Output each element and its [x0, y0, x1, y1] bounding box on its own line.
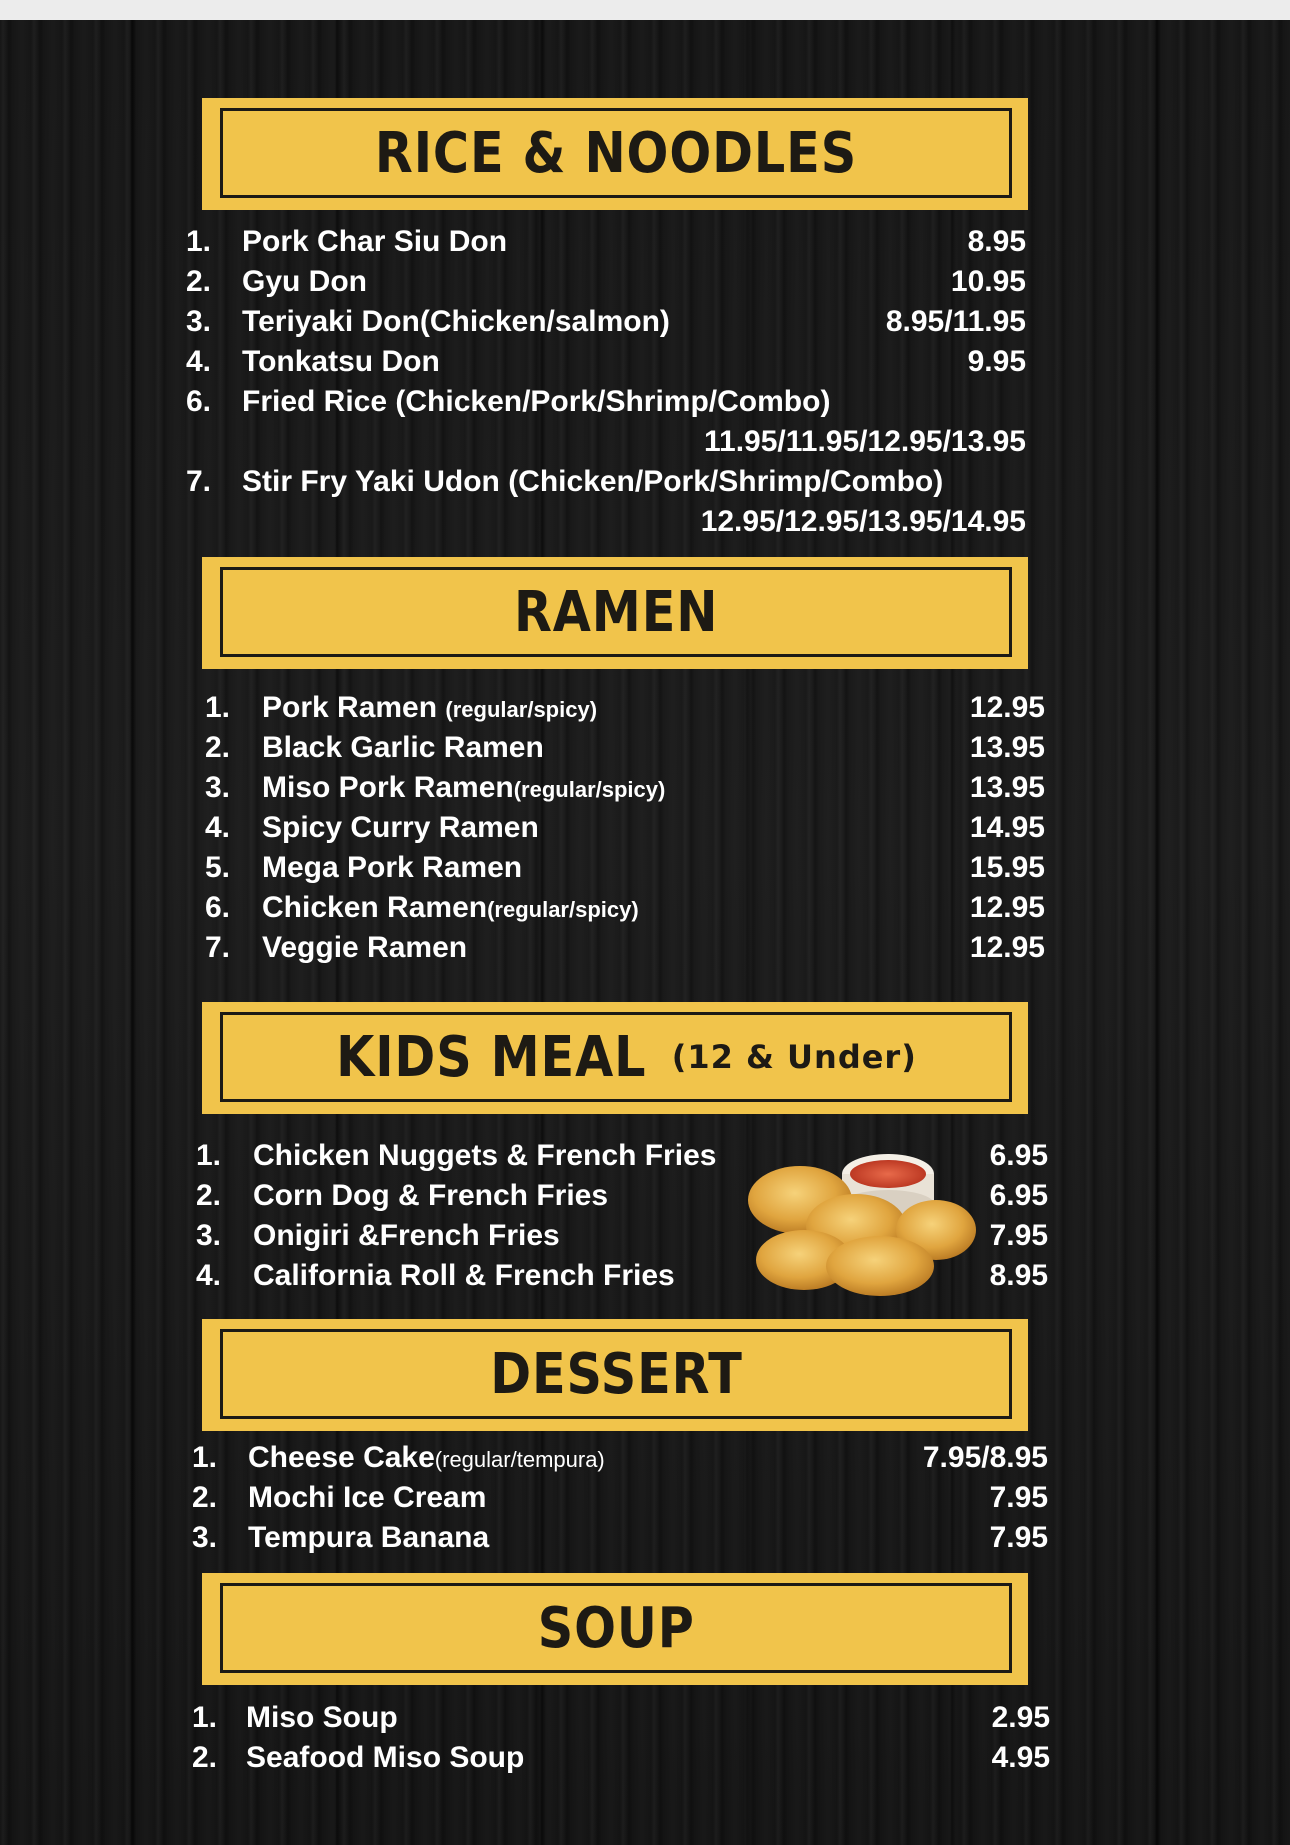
item-number: 3. [196, 1219, 222, 1252]
item-number: 2. [205, 731, 231, 764]
item-name: Chicken Nuggets & French Fries [253, 1139, 717, 1172]
banner-frame [220, 108, 1012, 198]
item-name: Onigiri &French Fries [253, 1219, 560, 1252]
item-name: Mochi Ice Cream [248, 1481, 487, 1514]
item-price: 6.95 [989, 1139, 1048, 1172]
item-number: 2. [192, 1481, 218, 1514]
item-price: 4.95 [991, 1741, 1050, 1774]
item-name: Stir Fry Yaki Udon (Chicken/Pork/Shrimp/Combo) [242, 465, 944, 498]
item-price: 13.95 [969, 771, 1045, 804]
item-price: 8.95 [989, 1259, 1048, 1292]
section-banner-soup [202, 1573, 1028, 1685]
item-number: 4. [205, 811, 231, 844]
item-number: 2. [186, 265, 212, 298]
item-name: Spicy Curry Ramen [262, 811, 539, 844]
item-name: Black Garlic Ramen [262, 731, 544, 764]
menu-item [205, 688, 1045, 728]
item-price: 12.95 [969, 691, 1045, 724]
item-price: 7.95 [989, 1481, 1048, 1514]
item-number: 3. [192, 1521, 218, 1554]
item-name: Seafood Miso Soup [246, 1741, 525, 1774]
menu-item [192, 1518, 1048, 1558]
item-price: 11.95/11.95/12.95/13.95 [704, 425, 1026, 458]
item-number: 5. [205, 851, 231, 884]
item-name: Teriyaki Don(Chicken/salmon) [242, 305, 670, 338]
menu-item [192, 1478, 1048, 1518]
item-price: 7.95 [989, 1219, 1048, 1252]
section-subtitle-kids-meal: (12 & Under) [671, 1038, 917, 1076]
item-number: 6. [205, 891, 231, 924]
menu-item [186, 262, 1026, 302]
item-name [248, 1438, 605, 1480]
item-note: (regular/spicy) [445, 697, 598, 722]
section-title-rice-noodles: RICE & NOODLES [374, 120, 858, 186]
section-title-dessert: DESSERT [489, 1341, 743, 1407]
menu-item [192, 1438, 1048, 1478]
section-banner-kids-meal [202, 1002, 1028, 1114]
banner-frame [220, 567, 1012, 657]
item-price: 8.95/11.95 [885, 305, 1026, 338]
menu-item [205, 768, 1045, 808]
item-number: 4. [186, 345, 212, 378]
item-number: 2. [196, 1179, 222, 1212]
menu-item [205, 928, 1045, 968]
item-name: Veggie Ramen [262, 931, 468, 964]
menu-item [186, 462, 1026, 542]
item-note: (regular/spicy) [513, 777, 666, 802]
item-price: 6.95 [989, 1179, 1048, 1212]
menu-item [205, 808, 1045, 848]
item-name: Tempura Banana [248, 1521, 490, 1554]
item-number: 1. [196, 1139, 222, 1172]
item-number: 1. [192, 1441, 218, 1474]
item-price: 12.95 [969, 931, 1045, 964]
chicken-nuggets-image [740, 1140, 980, 1300]
menu-item [186, 222, 1026, 262]
item-price: 14.95 [969, 811, 1045, 844]
banner-frame [220, 1583, 1012, 1673]
item-number: 3. [205, 771, 231, 804]
section-banner-dessert [202, 1319, 1028, 1431]
item-price: 10.95 [950, 265, 1026, 298]
item-name: Gyu Don [242, 265, 367, 298]
item-name-text: Miso Pork Ramen [262, 771, 514, 804]
menu-item [205, 728, 1045, 768]
banner-frame [220, 1012, 1012, 1102]
item-number: 1. [192, 1701, 218, 1734]
item-name: Fried Rice (Chicken/Pork/Shrimp/Combo) [242, 385, 831, 418]
section-title-kids-meal: KIDS MEAL [336, 1024, 647, 1090]
item-number: 1. [205, 691, 231, 724]
item-name: Pork Char Siu Don [242, 225, 508, 258]
item-name [262, 768, 665, 810]
item-price: 13.95 [969, 731, 1045, 764]
item-number: 4. [196, 1259, 222, 1292]
banner-frame [220, 1329, 1012, 1419]
menu-item [205, 888, 1045, 928]
item-price: 7.95 [989, 1521, 1048, 1554]
item-price: 12.95 [969, 891, 1045, 924]
section-title-soup: SOUP [537, 1595, 695, 1661]
item-number: 1. [186, 225, 212, 258]
item-name: Miso Soup [246, 1701, 398, 1734]
menu-item [186, 342, 1026, 382]
item-note: (regular/spicy) [487, 897, 639, 922]
item-name [262, 688, 597, 730]
item-number: 2. [192, 1741, 218, 1774]
item-number: 7. [205, 931, 231, 964]
menu-item [192, 1738, 1050, 1778]
section-banner-rice-noodles [202, 98, 1028, 210]
item-name-text: Cheese Cake [248, 1441, 435, 1474]
item-name: Corn Dog & French Fries [253, 1179, 609, 1212]
item-note: (regular/tempura) [434, 1447, 605, 1472]
item-number: 3. [186, 305, 212, 338]
item-price: 12.95/12.95/13.95/14.95 [700, 505, 1026, 538]
item-number: 7. [186, 465, 212, 498]
item-name-text: Chicken Ramen [262, 891, 488, 924]
item-number: 6. [186, 385, 212, 418]
menu-item [192, 1698, 1050, 1738]
menu-item [186, 382, 1026, 462]
item-price: 7.95/8.95 [922, 1441, 1048, 1474]
section-title-ramen: RAMEN [513, 579, 719, 645]
section-banner-ramen [202, 557, 1028, 669]
menu-item [186, 302, 1026, 342]
item-price: 8.95 [967, 225, 1026, 258]
item-price: 2.95 [991, 1701, 1050, 1734]
item-name: Mega Pork Ramen [262, 851, 523, 884]
item-name: California Roll & French Fries [253, 1259, 675, 1292]
item-name-text: Pork Ramen [262, 691, 438, 724]
item-name: Tonkatsu Don [242, 345, 440, 378]
menu-item [205, 848, 1045, 888]
item-name [262, 888, 639, 930]
item-price: 15.95 [969, 851, 1045, 884]
item-price: 9.95 [967, 345, 1026, 378]
